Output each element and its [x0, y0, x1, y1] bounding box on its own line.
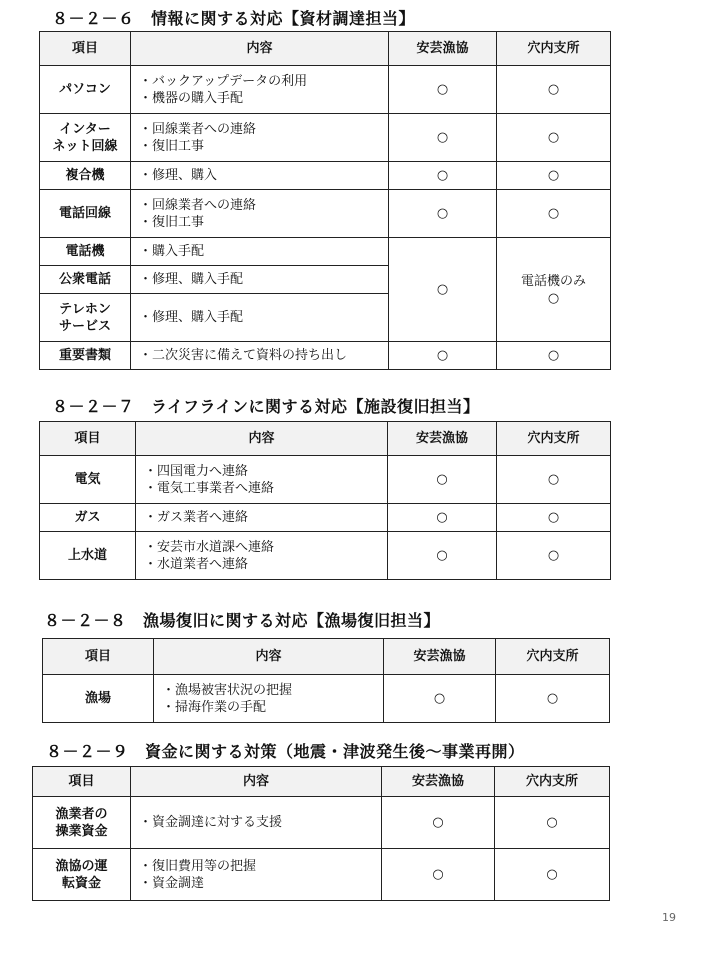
row-mark-anai: ○: [497, 504, 611, 532]
table-row: [33, 797, 610, 849]
row-item: テレホン サービス: [40, 294, 131, 342]
row-item: 電話機: [40, 238, 131, 266]
row-mark-aki: ○: [389, 162, 497, 190]
header-content: 内容: [131, 32, 389, 66]
row-content: ・購入手配: [131, 238, 389, 266]
merged-mark-aki: ○: [389, 238, 497, 342]
row-content: ・四国電力へ連絡 ・電気工事業者へ連絡: [136, 456, 388, 504]
section-title-8-2-9: ８－２－９ 資金に関する対策（地震・津波発生後～事業再開）: [46, 742, 525, 761]
header-item: 項目: [33, 767, 131, 797]
header-item: 項目: [40, 422, 136, 456]
table-information: [39, 31, 611, 370]
row-content: ・バックアップデータの利用 ・機器の購入手配: [131, 66, 389, 114]
row-item: 複合機: [40, 162, 131, 190]
row-content: ・回線業者への連絡 ・復旧工事: [131, 114, 389, 162]
row-mark-anai: ○: [497, 162, 611, 190]
table-row: [33, 849, 610, 901]
section-title-8-2-6: ８－２－６ 情報に関する対応【資材調達担当】: [52, 9, 416, 28]
row-mark-anai: ○: [497, 456, 611, 504]
row-mark-anai: ○: [496, 675, 610, 723]
table-row: [43, 675, 610, 723]
header-aki: 安芸漁協: [384, 639, 496, 675]
table-funding: [32, 766, 610, 901]
table-header-row: [33, 767, 610, 797]
row-item: 電話回線: [40, 190, 131, 238]
table-fishing-ground: [42, 638, 610, 723]
row-item: 上水道: [40, 532, 136, 580]
row-item: 電気: [40, 456, 136, 504]
row-content: ・回線業者への連絡 ・復旧工事: [131, 190, 389, 238]
row-content: ・漁場被害状況の把握 ・掃海作業の手配: [154, 675, 384, 723]
phone-only-mark: ○: [547, 290, 560, 306]
header-aki: 安芸漁協: [389, 32, 497, 66]
section-title-8-2-8: ８－２－８ 漁場復旧に関する対応【漁場復旧担当】: [44, 611, 441, 630]
row-mark-aki: ○: [382, 797, 495, 849]
row-content: ・修理、購入: [131, 162, 389, 190]
header-anai: 穴内支所: [496, 639, 610, 675]
merged-mark-anai: [497, 238, 611, 342]
table-row: [40, 238, 611, 266]
row-mark-anai: ○: [497, 342, 611, 370]
header-anai: 穴内支所: [495, 767, 610, 797]
table-row: [40, 190, 611, 238]
row-mark-anai: ○: [497, 190, 611, 238]
table-row: [40, 114, 611, 162]
row-item: 公衆電話: [40, 266, 131, 294]
row-content: ・安芸市水道課へ連絡 ・水道業者へ連絡: [136, 532, 388, 580]
header-aki: 安芸漁協: [382, 767, 495, 797]
table-row: [40, 532, 611, 580]
row-item: 漁協の運 転資金: [33, 849, 131, 901]
table-lifeline: [39, 421, 611, 580]
table-row: [40, 456, 611, 504]
row-item: 漁業者の 操業資金: [33, 797, 131, 849]
row-mark-anai: ○: [497, 532, 611, 580]
row-content: ・修理、購入手配: [131, 266, 389, 294]
row-mark-anai: ○: [495, 797, 610, 849]
row-mark-anai: ○: [497, 66, 611, 114]
table-row: [40, 342, 611, 370]
table-row: [40, 66, 611, 114]
section-title-8-2-7: ８－２－７ ライフラインに関する対応【施設復旧担当】: [52, 397, 480, 416]
row-item: インター ネット回線: [40, 114, 131, 162]
row-content: ・ガス業者へ連絡: [136, 504, 388, 532]
header-anai: 穴内支所: [497, 32, 611, 66]
row-mark-aki: ○: [382, 849, 495, 901]
row-mark-aki: ○: [389, 66, 497, 114]
header-item: 項目: [40, 32, 131, 66]
table-row: [40, 504, 611, 532]
row-content: ・二次災害に備えて資料の持ち出し: [131, 342, 389, 370]
row-item: 重要書類: [40, 342, 131, 370]
row-item: ガス: [40, 504, 136, 532]
table-header-row: [43, 639, 610, 675]
phone-only-note: 電話機のみ: [520, 273, 586, 289]
row-mark-aki: ○: [389, 342, 497, 370]
table-header-row: [40, 32, 611, 66]
page-number: 19: [662, 911, 676, 924]
header-content: 内容: [154, 639, 384, 675]
row-item: 漁場: [43, 675, 154, 723]
header-aki: 安芸漁協: [388, 422, 497, 456]
row-item: パソコン: [40, 66, 131, 114]
header-anai: 穴内支所: [497, 422, 611, 456]
table-row: [40, 162, 611, 190]
row-mark-aki: ○: [389, 190, 497, 238]
table-header-row: [40, 422, 611, 456]
header-content: 内容: [136, 422, 388, 456]
row-mark-aki: ○: [388, 532, 497, 580]
row-mark-aki: ○: [389, 114, 497, 162]
row-mark-anai: ○: [495, 849, 610, 901]
row-content: ・復旧費用等の把握 ・資金調達: [131, 849, 382, 901]
row-mark-anai: ○: [497, 114, 611, 162]
row-content: ・修理、購入手配: [131, 294, 389, 342]
header-content: 内容: [131, 767, 382, 797]
row-mark-aki: ○: [388, 504, 497, 532]
header-item: 項目: [43, 639, 154, 675]
row-mark-aki: ○: [384, 675, 496, 723]
row-mark-aki: ○: [388, 456, 497, 504]
row-content: ・資金調達に対する支援: [131, 797, 382, 849]
